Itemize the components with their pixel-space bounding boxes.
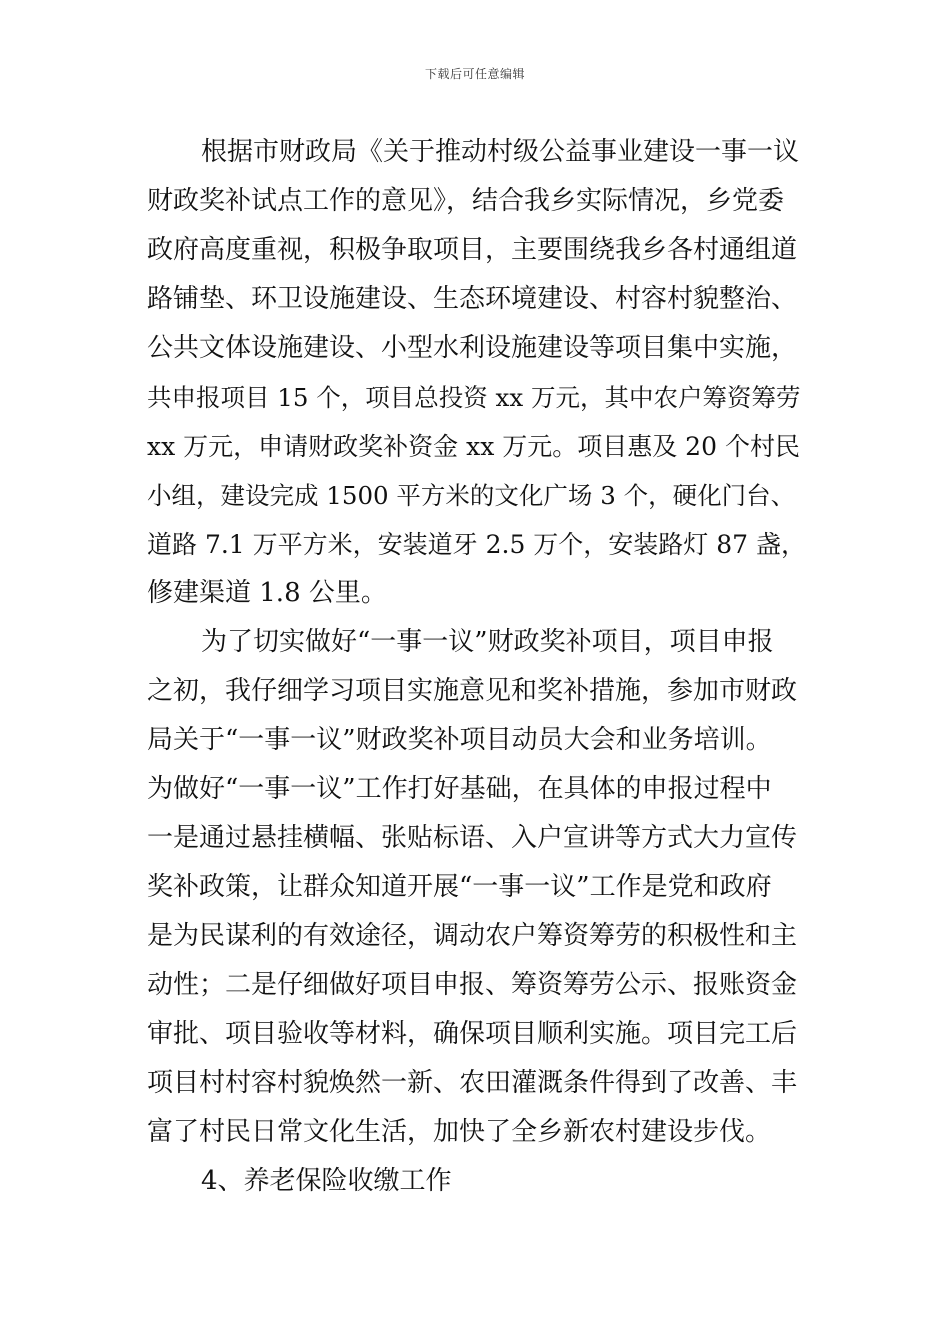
paragraph-1 — [147, 128, 807, 618]
text-line: 动性；二是仔细做好项目申报、筹资筹劳公示、报账资金 — [147, 970, 798, 1000]
text-line: 奖补政策，让群众知道开展“一事一议”工作是党和政府 — [147, 872, 772, 902]
page-header: 下载后可任意编辑 — [424, 67, 525, 81]
text-line: 是为民谋利的有效途径，调动农户筹资筹劳的积极性和主 — [147, 921, 798, 951]
text-line: 根据市财政局《关于推动村级公益事业建设一事一议 — [201, 137, 800, 167]
text-line: 政府高度重视，积极争取项目，主要围绕我乡各村通组道 — [147, 235, 798, 265]
text-line: 路铺垫、环卫设施建设、生态环境建设、村容村貌整治、 — [147, 284, 798, 314]
text-line: 公共文体设施建设、小型水利设施建设等项目集中实施， — [147, 333, 798, 363]
text-line: 为了切实做好“一事一议”财政奖补项目，项目申报 — [201, 627, 774, 657]
text-line: 财政奖补试点工作的意见》，结合我乡实际情况，乡党委 — [147, 186, 785, 216]
section-heading: 4、养老保险收缴工作 — [201, 1166, 452, 1196]
text-line: 为做好“一事一议”工作打好基础，在具体的申报过程中 — [147, 774, 772, 804]
text-line: 之初，我仔细学习项目实施意见和奖补措施，参加市财政 — [147, 676, 798, 706]
text-line: 富了村民日常文化生活，加快了全乡新农村建设步伐。 — [147, 1117, 772, 1147]
text-line: xx 万元，申请财政奖补资金 xx 万元。项目惠及 20 个村民 — [147, 432, 800, 461]
text-line: 道路 7.1 万平方米，安装道牙 2.5 万个，安装路灯 87 盏， — [147, 530, 807, 559]
text-line: 修建渠道 1.8 公里。 — [147, 578, 387, 608]
text-line: 小组，建设完成 1500 平方米的文化广场 3 个，硬化门台、 — [147, 481, 796, 510]
paragraph-2 — [147, 618, 807, 1157]
text-line: 项目村村容村貌焕然一新、农田灌溉条件得到了改善、丰 — [147, 1068, 798, 1098]
text-line: 一是通过悬挂横幅、张贴标语、入户宣讲等方式大力宣传 — [147, 823, 798, 853]
document-body — [147, 128, 807, 1206]
text-line: 共申报项目 15 个，项目总投资 xx 万元，其中农户筹资筹劳 — [147, 383, 801, 412]
text-line: 局关于“一事一议”财政奖补项目动员大会和业务培训。 — [147, 725, 772, 755]
text-line: 审批、项目验收等材料，确保项目顺利实施。项目完工后 — [147, 1019, 798, 1049]
